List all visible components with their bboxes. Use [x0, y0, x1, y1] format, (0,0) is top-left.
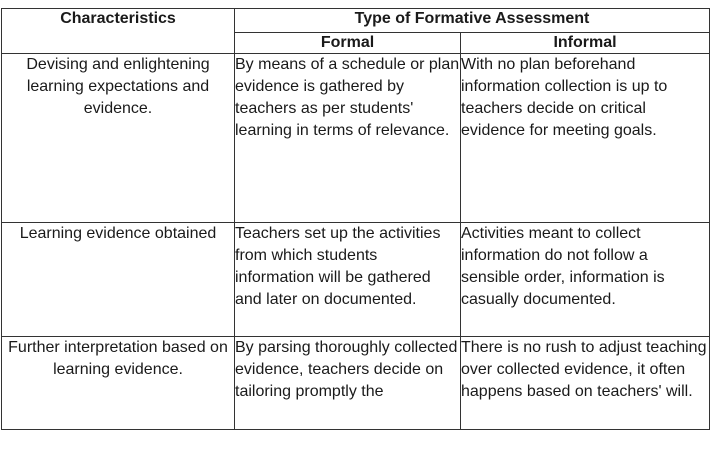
informal-header: Informal	[461, 33, 710, 54]
informal-cell: There is no rush to adjust teaching over collected evidence, it often happens based on teachers' will.	[461, 337, 710, 430]
informal-cell: Activities meant to collect information do not follow a sensible order, information is casually documented.	[461, 223, 710, 337]
characteristic-cell: Devising and enlightening learning expectations and evidence.	[2, 54, 235, 223]
formal-cell: By means of a schedule or plan evidence is gathered by teachers as per students' learning in terms of relevance.	[235, 54, 461, 223]
formal-cell: By parsing thoroughly collected evidence, teachers decide on tailoring promptly the	[235, 337, 461, 430]
table-row	[2, 337, 710, 430]
table-row	[2, 54, 710, 223]
characteristics-header: Characteristics	[2, 9, 235, 54]
characteristic-cell: Learning evidence obtained	[2, 223, 235, 337]
formal-cell: Teachers set up the activities from which students information will be gathered and later on documented.	[235, 223, 461, 337]
formal-header: Formal	[235, 33, 461, 54]
table-row	[2, 223, 710, 337]
type-of-assessment-header: Type of Formative Assessment	[235, 9, 710, 33]
informal-cell: With no plan beforehand information collection is up to teachers decide on critical evidence for meeting goals.	[461, 54, 710, 223]
characteristic-cell: Further interpretation based on learning evidence.	[2, 337, 235, 430]
formative-assessment-table	[1, 8, 710, 430]
